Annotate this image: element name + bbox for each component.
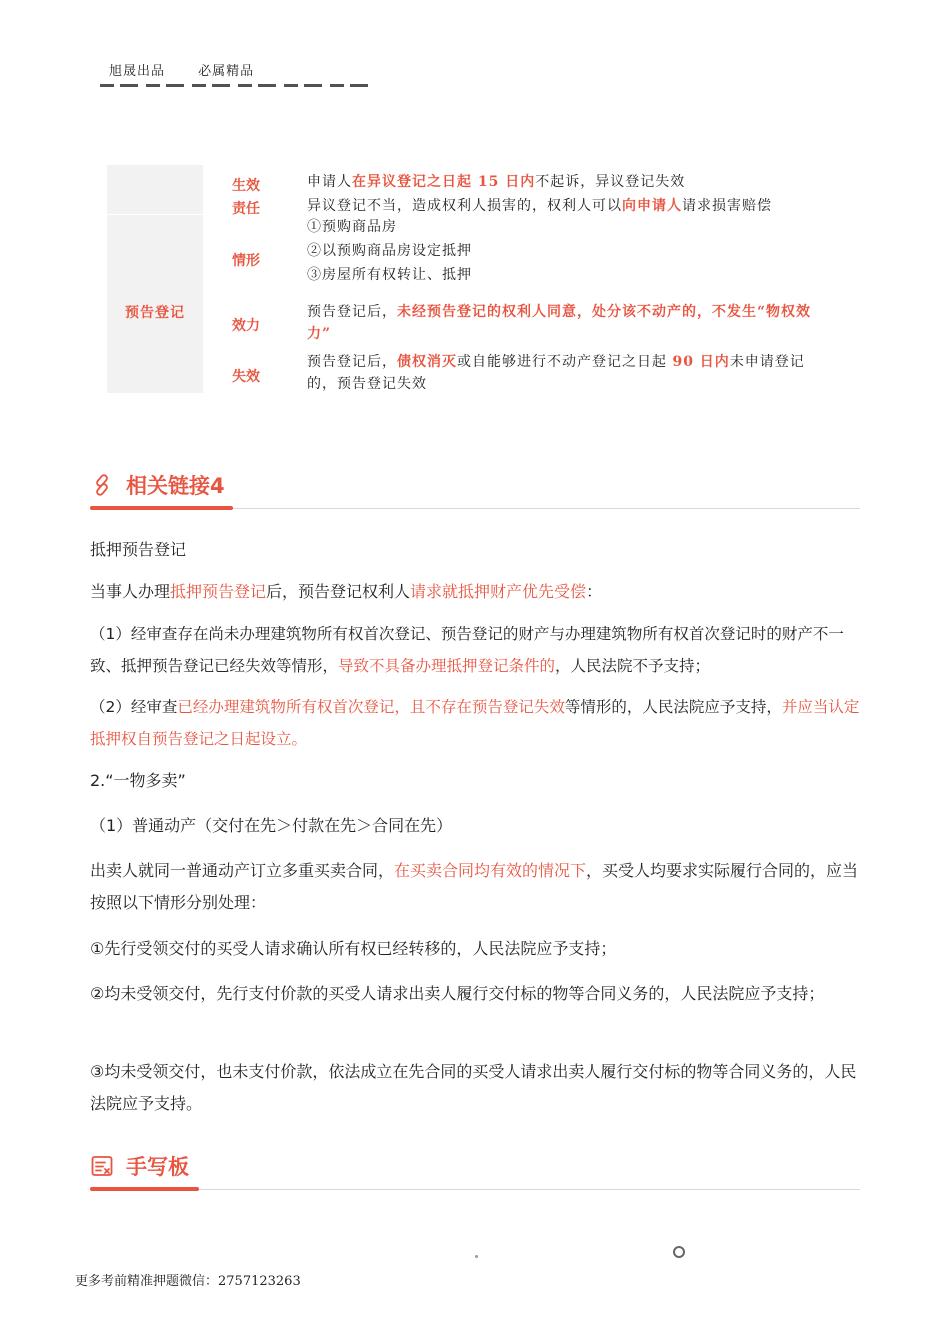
text-part: 后，预告登记权利人 [266,582,411,601]
stray-mark [475,1255,478,1258]
header-brand-2: 必属精品 [198,64,255,79]
row-text-part: 或自能够进行不动产登记之日起 [457,354,673,370]
header-divider [100,84,370,87]
paragraph [90,691,862,755]
table-category: 预告登记 [125,305,185,321]
table-row-text [307,351,827,392]
text-highlight: 抵押预告登记 [170,582,267,601]
paragraph: 抵押预告登记 [90,540,187,559]
table-row-label: 生效 [232,178,260,194]
row-text-highlight: 在异议登记之日起 15 日内 [352,174,536,190]
list-item: ①预购商品房 [307,219,397,235]
page-header [109,60,282,79]
paragraph [90,576,862,608]
paragraph [90,855,862,919]
section-underline [90,1189,860,1190]
row-text-highlight: 向申请人 [622,198,682,214]
table-row-text [307,301,827,342]
table-row-label: 责任 [232,201,260,217]
paragraph [90,618,862,682]
section-title: 相关链接4 [126,474,225,498]
stray-mark [673,1246,685,1258]
row-text-highlight: 未经预告登记的权利人同意，处分该不动产的，不发生“物权效力” [307,304,812,342]
list-item: ③房屋所有权转让、抵押 [307,267,472,283]
text-highlight: 并应当认定抵押权自预告登记之日起设立。 [90,698,860,748]
link-icon [90,473,114,497]
row-text-highlight: 90 日内 [672,354,730,370]
header-brand-1: 旭晟出品 [109,64,166,79]
section-accent-bar [90,506,233,510]
table-row-label: 效力 [232,318,260,334]
text-part: （1）经审查存在尚未办理建筑物所有权首次登记、预告登记的财产与办理建筑物所有权首次登记时的财产不一致、抵押预告登记已经失效等情形， [90,625,844,675]
table-separator [107,214,203,215]
paragraph: （1）普通动产（交付在先＞付款在先＞合同在先） [90,816,453,835]
paragraph: 2.“一物多卖” [90,771,186,790]
text-highlight: 导致不具备办理抵押登记条件的 [338,657,556,675]
row-text-highlight: 债权消灭 [397,354,457,370]
row-text-part: 预告登记后， [307,304,397,320]
text-part: ，人民法院不予支持； [555,657,711,675]
row-text-part: 请求损害赔偿 [682,198,772,214]
row-text-part: 预告登记后， [307,354,397,370]
section-title: 手写板 [126,1155,189,1179]
table-category-column [107,165,203,393]
text-part: 当事人办理 [90,582,171,601]
table-row-text [307,171,827,190]
text-highlight: 在买卖合同均有效的情况下 [394,861,587,880]
text-part: ，买受人均要求实际履行合同的，应当按照以下情形分别处理： [90,861,859,912]
table-row-label: 情形 [232,253,260,269]
row-text-part: 未申请登记的，预告登记失效 [307,354,805,392]
row-text-part: 异议登记不当，造成权利人损害的，权利人可以 [307,198,622,214]
table-row-label: 失效 [232,369,260,385]
text-highlight: 请求就抵押财产优先受偿 [410,582,587,601]
text-highlight: 已经办理建筑物所有权首次登记，且不存在预告登记失效 [177,698,565,716]
row-text-part: 不起诉，异议登记失效 [535,174,686,190]
text-part: 等情形的，人民法院应予支持， [564,698,782,716]
notepad-icon [90,1154,114,1178]
paragraph: ②均未受领交付，先行支付价款的买受人请求出卖人履行交付标的物等合同义务的，人民法院应予支持； [90,984,825,1003]
text-part: （2）经审查 [90,698,178,716]
text-part: ： [586,582,603,601]
paragraph: ①先行受领交付的买受人请求确认所有权已经转移的，人民法院应予支持； [90,939,617,958]
paragraph: ③均未受领交付，也未支付价款，依法成立在先合同的买受人请求出卖人履行交付标的物等合同义务的，人民法院应予支持。 [90,1062,857,1113]
table-row-list [307,219,827,286]
table-row-text [307,194,827,214]
text-part: 出卖人就同一普通动产订立多重买卖合同， [90,861,395,880]
section-accent-bar [90,1187,199,1191]
list-item: ②以预购商品房设定抵押 [307,243,472,259]
footer-contact: 更多考前精准押题微信：2757123263 [75,1274,301,1289]
row-text-part: 申请人 [307,174,352,190]
